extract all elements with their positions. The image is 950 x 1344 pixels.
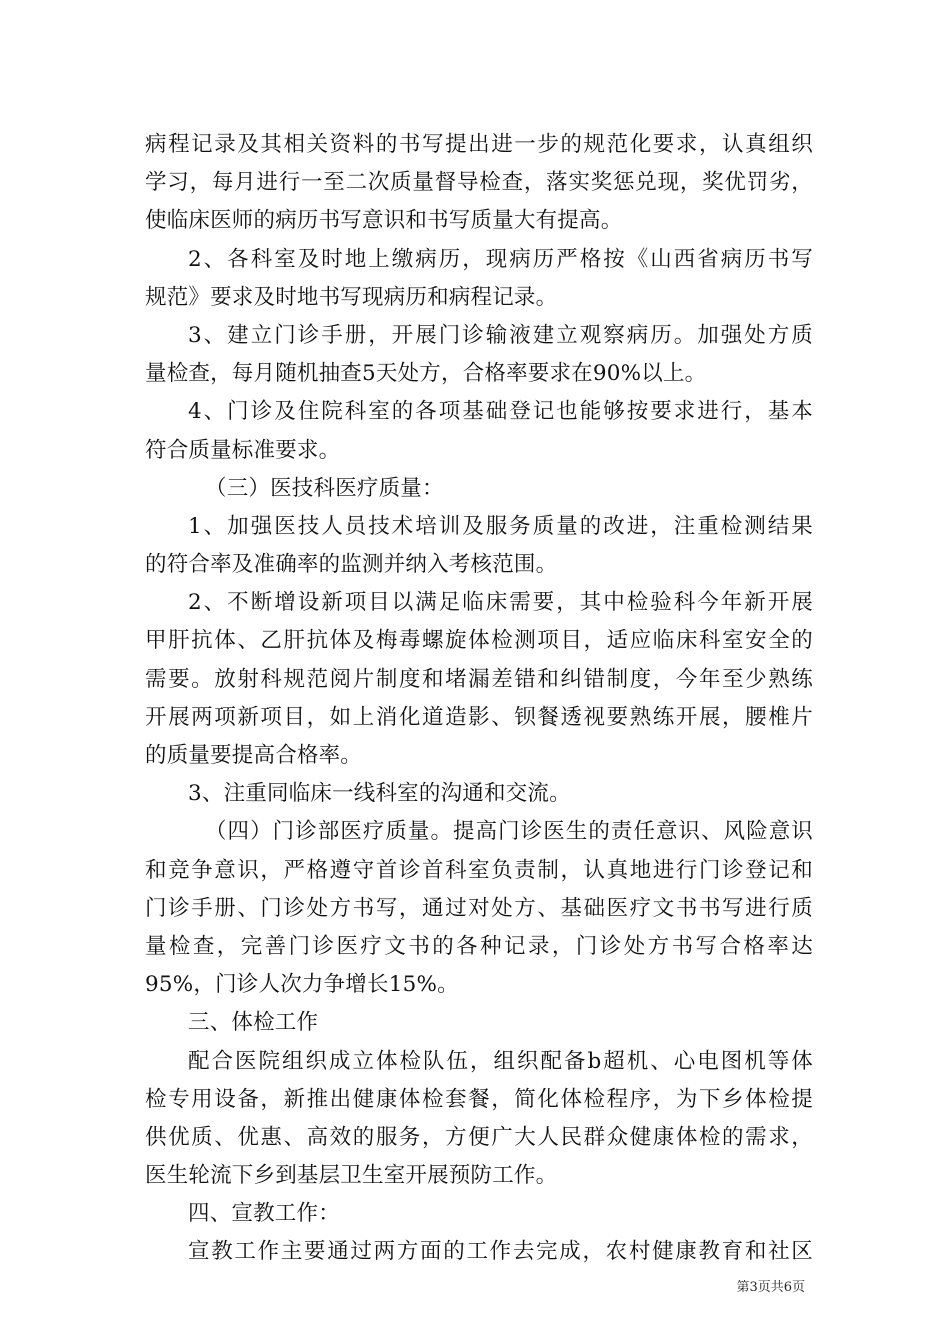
text-line: 量检查，完善门诊医疗文书的各种记录，门诊处方书写合格率达 — [145, 933, 813, 959]
text-line: 检专用设备，新推出健康体检套餐，简化体检程序，为下乡体检提 — [145, 1086, 813, 1112]
text-line: 需要。放射科规范阅片制度和堵漏差错和纠错制度，今年至少熟练 — [145, 666, 813, 692]
text-line: 三、体检工作 — [188, 1010, 319, 1036]
text-line: 4、门诊及住院科室的各项基础登记也能够按要求进行，基本 — [188, 399, 813, 425]
text-line: 的质量要提高合格率。 — [145, 743, 363, 768]
text-line: 1、加强医技人员技术培训及服务质量的改进，注重检测结果 — [188, 513, 813, 539]
text-line: 规范》要求及时地书写现病历和病程记录。 — [145, 284, 558, 310]
text-line: 医生轮流下乡到基层卫生室开展预防工作。 — [145, 1163, 558, 1189]
text-line: 使临床医师的病历书写意识和书写质量大有提高。 — [145, 208, 623, 234]
text-line: 95%，门诊人次力争增长15%。 — [145, 972, 459, 998]
text-line: 四、宣教工作： — [188, 1201, 340, 1227]
text-line: 病程记录及其相关资料的书写提出进一步的规范化要求，认真组织 — [145, 132, 813, 157]
text-line: 2、不断增设新项目以满足临床需要，其中检验科今年新开展 — [188, 590, 813, 616]
page-number: 第3页共6页 — [736, 1280, 805, 1295]
text-line: 3、建立门诊手册，开展门诊输液建立观察病历。加强处方质 — [188, 322, 813, 348]
text-line: 供优质、优惠、高效的服务，方便广大人民群众健康体检的需求， — [145, 1124, 813, 1150]
text-line: 和竞争意识，严格遵守首诊首科室负责制，认真地进行门诊登记和 — [145, 857, 813, 883]
text-line: （四）门诊部医疗质量。提高门诊医生的责任意识、风险意识 — [205, 819, 813, 845]
document-body — [145, 126, 813, 1272]
text-line: 量检查，每月随机抽查5天处方，合格率要求在90%以上。 — [145, 361, 707, 387]
text-line: 门诊手册、门诊处方书写，通过对处方、基础医疗文书书写进行质 — [145, 895, 813, 921]
text-line: 的符合率及准确率的监测并纳入考核范围。 — [145, 552, 558, 578]
text-line: 配合医院组织成立体检队伍，组织配备b超机、心电图机等体 — [188, 1048, 813, 1074]
text-line: 宣教工作主要通过两方面的工作去完成，农村健康教育和社区 — [188, 1239, 813, 1265]
text-line: 符合质量标准要求。 — [145, 437, 341, 463]
text-line: 学习，每月进行一至二次质量督导检查，落实奖惩兑现，奖优罚劣， — [145, 170, 813, 196]
text-line: 2、各科室及时地上缴病历，现病历严格按《山西省病历书写 — [188, 246, 813, 272]
text-line: 开展两项新项目，如上消化道造影、钡餐透视要熟练开展，腰椎片 — [145, 704, 813, 730]
text-line: 3、注重同临床一线科室的沟通和交流。 — [188, 781, 571, 807]
text-line: （三）医技科医疗质量： — [205, 475, 444, 501]
text-line: 甲肝抗体、乙肝抗体及梅毒螺旋体检测项目，适应临床科室安全的 — [145, 628, 813, 654]
